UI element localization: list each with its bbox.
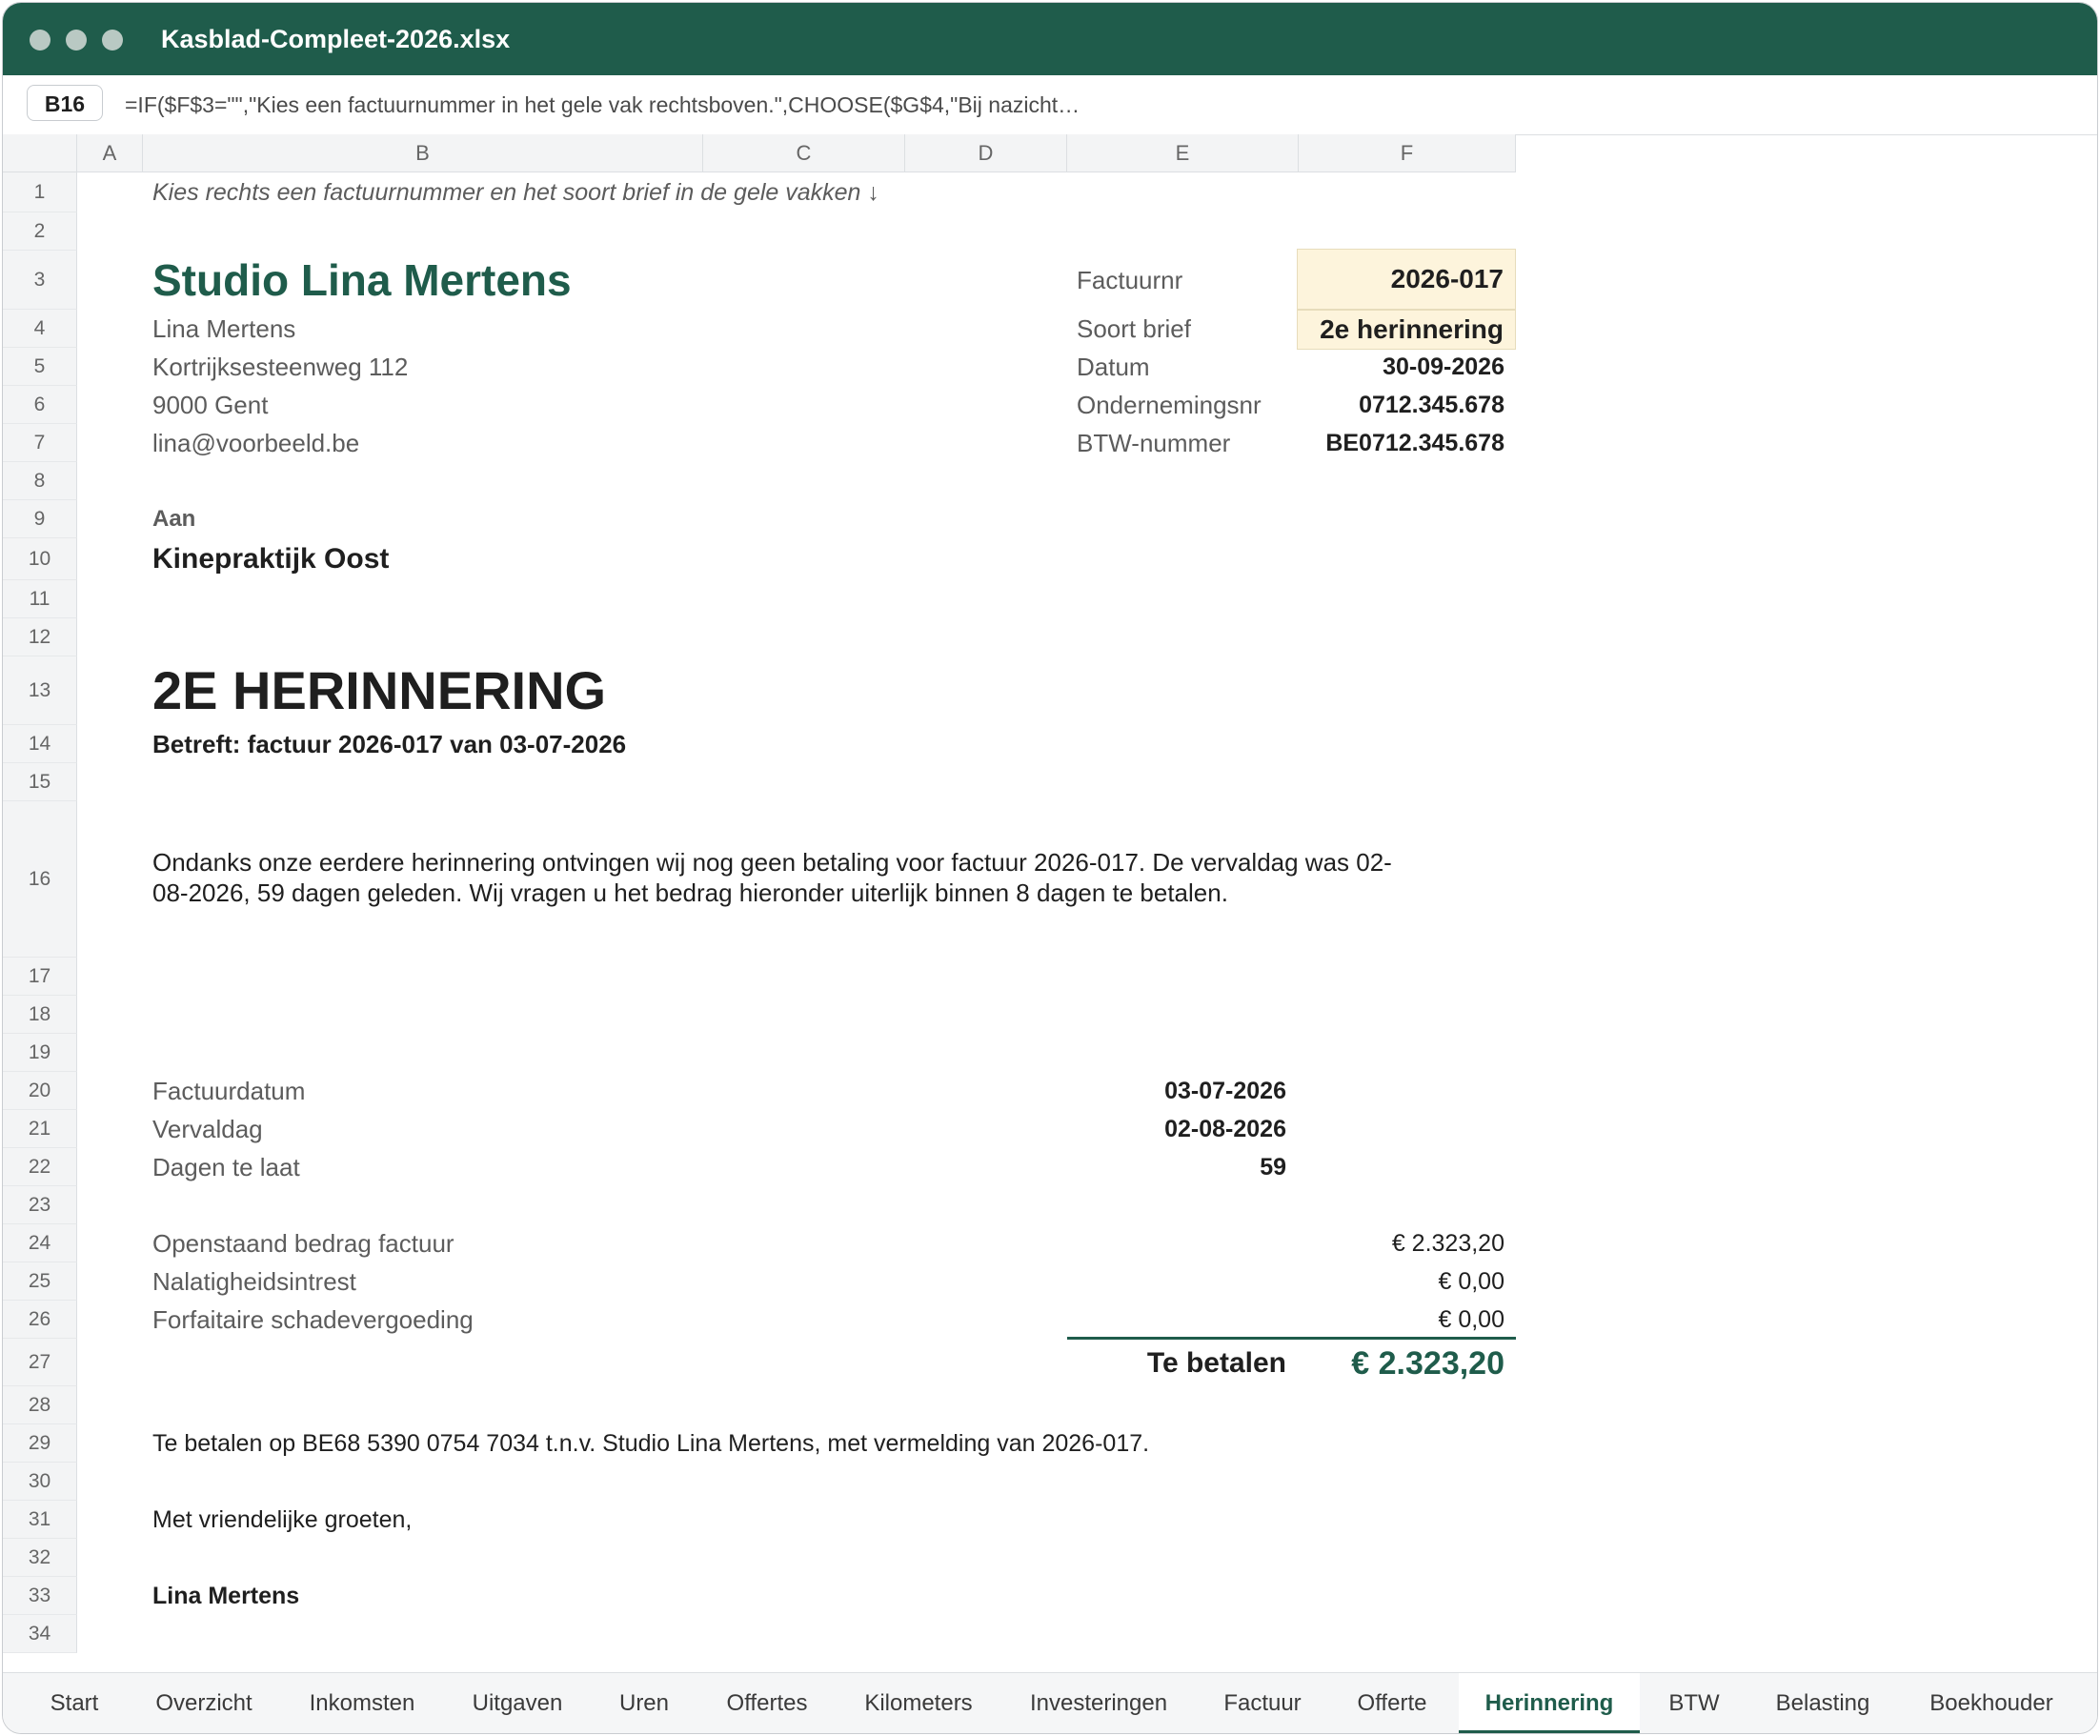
row-header[interactable]: 15: [3, 763, 77, 801]
row-header[interactable]: 2: [3, 212, 77, 251]
tab-overzicht[interactable]: Overzicht: [155, 1690, 252, 1716]
sender-name: Lina Mertens: [152, 314, 296, 343]
row-header[interactable]: 14: [3, 725, 77, 763]
sender-email: lina@voorbeeld.be: [152, 429, 360, 457]
row-header[interactable]: 19: [3, 1034, 77, 1072]
signature-name: Lina Mertens: [152, 1583, 300, 1609]
amount-value: € 0,00: [1438, 1306, 1504, 1333]
letter-subject: Betreft: factuur 2026-017 van 03-07-2026: [152, 730, 627, 758]
row-header[interactable]: 11: [3, 580, 77, 618]
row-header[interactable]: 23: [3, 1186, 77, 1224]
detail-label: Vervaldag: [152, 1115, 263, 1143]
row-header[interactable]: 21: [3, 1110, 77, 1148]
row-header[interactable]: 32: [3, 1539, 77, 1577]
spreadsheet-window: [2, 2, 2098, 1734]
row-header[interactable]: 29: [3, 1424, 77, 1463]
amount-label: Nalatigheidsintrest: [152, 1267, 356, 1296]
row-header[interactable]: 5: [3, 348, 77, 386]
detail-label: Dagen te laat: [152, 1153, 300, 1181]
detail-label: Factuurdatum: [152, 1077, 306, 1105]
row-header[interactable]: 27: [3, 1339, 77, 1386]
select-all-corner[interactable]: [3, 134, 77, 172]
row-header[interactable]: 30: [3, 1463, 77, 1501]
detail-value: 02-08-2026: [1164, 1116, 1286, 1142]
title-bar: [3, 3, 2097, 75]
tab-factuur[interactable]: Factuur: [1223, 1690, 1302, 1716]
amount-value: € 0,00: [1438, 1268, 1504, 1295]
minimize-window-icon[interactable]: [66, 30, 87, 50]
row-header[interactable]: 24: [3, 1224, 77, 1262]
row-header[interactable]: 13: [3, 656, 77, 725]
company-name: Studio Lina Mertens: [152, 255, 572, 305]
row-header[interactable]: 31: [3, 1501, 77, 1539]
total-value: € 2.323,20: [1351, 1345, 1504, 1382]
row-header[interactable]: 16: [3, 801, 77, 958]
row-header[interactable]: 18: [3, 996, 77, 1034]
formula-bar: [3, 75, 2097, 135]
amount-label: Openstaand bedrag factuur: [152, 1229, 454, 1258]
date-value: 30-09-2026: [1383, 353, 1504, 380]
tab-herinnering[interactable]: Herinnering: [1459, 1673, 1640, 1734]
instruction-hint: Kies rechts een factuurnummer en het soort brief in de gele vakken ↓: [152, 179, 879, 206]
row-header[interactable]: 28: [3, 1386, 77, 1424]
tab-uren[interactable]: Uren: [618, 1690, 670, 1716]
tab-inkomsten[interactable]: Inkomsten: [309, 1690, 415, 1716]
sheet-tab-bar: [3, 1672, 2097, 1734]
row-header[interactable]: 12: [3, 618, 77, 656]
sender-city: 9000 Gent: [152, 391, 269, 419]
row-header[interactable]: 1: [3, 172, 77, 212]
detail-value: 59: [1260, 1154, 1286, 1181]
formula-input[interactable]: =IF($F$3="","Kies een factuurnummer in het gele vak rechtsboven.",CHOOSE($G$4,"Bij nazicht…: [125, 92, 1080, 117]
detail-value: 03-07-2026: [1164, 1078, 1286, 1104]
recipient-name: Kinepraktijk Oost: [152, 543, 390, 575]
payment-note: Te betalen op BE68 5390 0754 7034 t.n.v. Studio Lina Mertens, met vermelding van 2026-017.: [152, 1430, 1150, 1457]
tab-belasting[interactable]: Belasting: [1775, 1690, 1870, 1716]
letter-body-line[interactable]: 08-2026, 59 dagen geleden. Wij vragen u het bedrag hieronder uiterlijk binnen 8 dagen te betalen.: [152, 878, 1228, 907]
letter-heading: 2E HERINNERING: [152, 660, 607, 720]
amount-label: Forfaitaire schadevergoeding: [152, 1305, 474, 1334]
row-header[interactable]: 6: [3, 386, 77, 424]
row-header[interactable]: 3: [3, 251, 77, 310]
total-divider: [1067, 1337, 1516, 1340]
letter-body-line[interactable]: Ondanks onze eerdere herinnering ontvingen wij nog geen betaling voor factuur 2026-017. De vervaldag was 02-: [152, 848, 1392, 877]
window-title: Kasblad-Compleet-2026.xlsx: [161, 25, 511, 53]
close-window-icon[interactable]: [30, 30, 50, 50]
column-header-f[interactable]: F: [1299, 134, 1516, 172]
recipient-label: Aan: [152, 506, 196, 532]
tab-btw[interactable]: BTW: [1668, 1690, 1720, 1716]
total-label: Te betalen: [1146, 1347, 1286, 1379]
row-header[interactable]: 26: [3, 1301, 77, 1339]
closing-line: Met vriendelijke groeten,: [152, 1506, 413, 1533]
date-label: Datum: [1077, 353, 1150, 381]
column-header-c[interactable]: C: [703, 134, 905, 172]
invoice-number-field[interactable]: 2026-017: [1297, 249, 1516, 310]
tab-offerte[interactable]: Offerte: [1357, 1690, 1427, 1716]
row-header[interactable]: 17: [3, 958, 77, 996]
column-header-d[interactable]: D: [905, 134, 1067, 172]
row-header[interactable]: 9: [3, 500, 77, 538]
row-header[interactable]: 4: [3, 310, 77, 348]
row-header[interactable]: 22: [3, 1148, 77, 1186]
column-header-b[interactable]: B: [143, 134, 703, 172]
maximize-window-icon[interactable]: [102, 30, 123, 50]
row-header[interactable]: 34: [3, 1615, 77, 1653]
company-number-value: 0712.345.678: [1359, 392, 1504, 418]
sender-street: Kortrijksesteenweg 112: [152, 353, 409, 381]
row-header[interactable]: 25: [3, 1262, 77, 1301]
tab-investeringen[interactable]: Investeringen: [1029, 1690, 1168, 1716]
tab-kilometers[interactable]: Kilometers: [864, 1690, 973, 1716]
column-header-a[interactable]: A: [77, 134, 143, 172]
row-header[interactable]: 8: [3, 462, 77, 500]
tab-offertes[interactable]: Offertes: [726, 1690, 808, 1716]
vat-number-value: BE0712.345.678: [1325, 430, 1504, 456]
vat-number-label: BTW-nummer: [1077, 429, 1231, 457]
letter-type-field[interactable]: 2e herinnering: [1297, 310, 1516, 350]
cell-reference-box[interactable]: B16: [27, 85, 103, 121]
tab-start[interactable]: Start: [50, 1690, 99, 1716]
tab-boekhouder[interactable]: Boekhouder: [1929, 1690, 2053, 1716]
column-header-e[interactable]: E: [1067, 134, 1299, 172]
invoice-number-label: Factuurnr: [1077, 266, 1183, 294]
tab-uitgaven[interactable]: Uitgaven: [472, 1690, 563, 1716]
letter-type-label: Soort brief: [1077, 314, 1191, 343]
row-header[interactable]: 7: [3, 424, 77, 462]
amount-value: € 2.323,20: [1391, 1230, 1504, 1257]
company-number-label: Ondernemingsnr: [1077, 391, 1262, 419]
row-header[interactable]: 33: [3, 1577, 77, 1615]
row-header[interactable]: 20: [3, 1072, 77, 1110]
row-header[interactable]: 10: [3, 538, 77, 580]
